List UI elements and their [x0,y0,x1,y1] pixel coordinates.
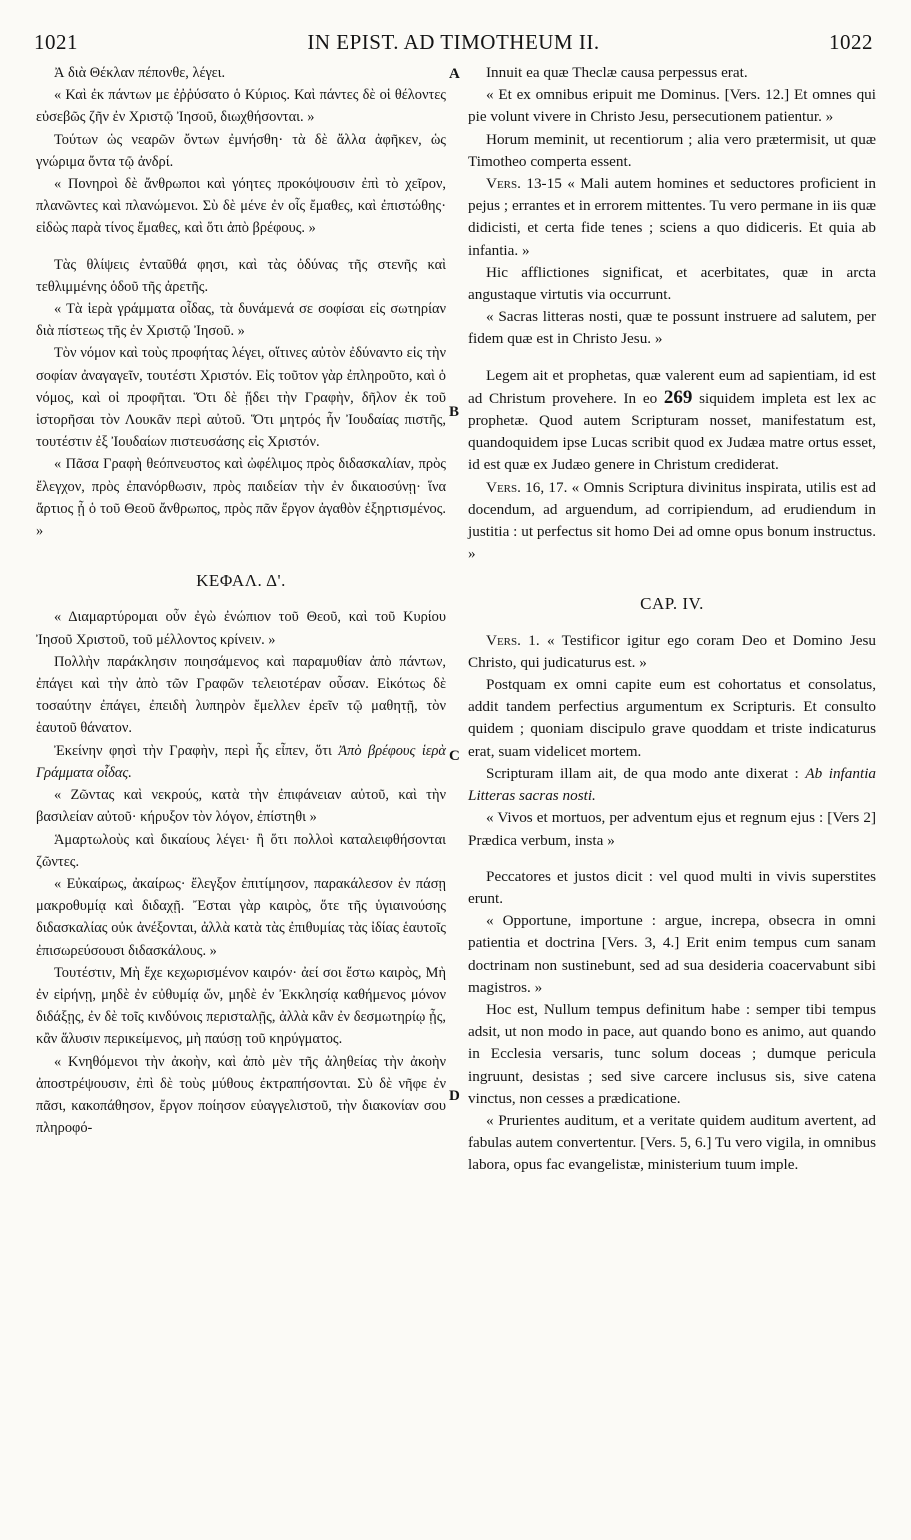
latin-column [468,62,876,1177]
latin-text: « Omnis Scriptura divinitus inspirata, utilis est ad docendum, ad arguendum, ad corripiendum, ad erudiendum in justitia : ut perfectus sit homo Dei ad omne opus bonum instructus. » [468,478,876,563]
greek-quote: Ἀπὸ βρέφους ἱερὰ Γράμματα οἶδας. [36,742,446,781]
greek-paragraph: « Πᾶσα Γραφὴ θεόπνευστος καὶ ὠφέλιμος πρὸς διδασκαλίαν, πρὸς ἔλεγχον, πρὸς ἐπανόρθωσιν, πρὸς παιδείαν τὴν ἐν δικαιοσύνῃ· ἵνα ἄρτιος ᾖ ὁ τοῦ Θεοῦ ἄνθρωπος, πρὸς πᾶν ἔργον ἀγαθὸν ἐξηρτισμένος. » [36,456,446,540]
running-header [34,30,873,60]
greek-paragraph: Τουτέστιν, Μὴ ἔχε κεχωρισμένον καιρόν· ἀεί σοι ἔστω καιρὸς, Μὴ ἐν εἰρήνῃ, μηδὲ ἐν εὐθυμίᾳ ὤν, μηδὲ ἐν Ἐκκλησίᾳ καθήμενος μόνον διδάξῃς, ἐν δὲ τοῖς κινδύνοις περισταλῇς, ἀλλὰ κἂν ἐν δεσμωτηρίῳ ᾖς, κἂν ἅλυσιν περικείμενος, μὴ παύσῃ τοῦ κηρύγματος. [36,964,446,1048]
greek-paragraph [36,740,446,784]
latin-paragraph: « Vivos et mortuos, per adventum ejus et regnum ejus : [Vers 2] Prædica verbum, insta » [468,809,876,849]
latin-text: Legem ait et prophetas, quæ valerent eum ad sapientiam, id est ad Christum provehere. In eo [468,366,876,407]
latin-paragraph: Innuit ea quæ Theclæ causa perpessus erat. [486,64,748,81]
greek-paragraph: « Εὐκαίρως, ἀκαίρως· ἔλεγξον ἐπιτίμησον, παρακάλεσον ἐν πάσῃ μακροθυμίᾳ καὶ διδαχῇ. Ἔσται γὰρ καιρὸς, ὅτε τῆς ὑγιαινούσης διδασκαλίας οὐκ ἀνέξονται, ἀλλὰ κατὰ τὰς ἐπιθυμίας τὰς ἰδίας ἑαυτοῖς ἐπισωρεύσουσι διδασκάλους. » [36,875,446,959]
left-page-number: 1021 [34,30,78,54]
greek-paragraph: Τούτων ὡς νεαρῶν ὄντων ἐμνήσθη· τὰ δὲ ἄλλα ἀφῆκεν, ὡς γνώριμα ὄντα τῷ ἀνδρί. [36,131,446,170]
latin-chapter-heading: CAP. IV. [640,594,704,614]
greek-paragraph: « Κνηθόμενοι τὴν ἀκοὴν, καὶ ἀπὸ μὲν τῆς ἀληθείας τὴν ἀκοὴν ἀποστρέψουσιν, ἐπὶ δὲ τοὺς μύθους ἐκτραπήσονται. Σὺ δὲ νῆφε ἐν πᾶσι, κακοπάθησον, ἔργον ποίησον εὐαγγελιστοῦ, τὴν διακονίαν σου πληροφό- [36,1053,446,1137]
latin-quote: Ab infantia Litteras sacras nosti. [468,764,877,805]
latin-paragraph [468,630,876,674]
margin-marker-c: C [449,748,460,764]
latin-text: « Testificor igitur ego coram Deo et Domino Jesu Christo, qui judicaturus est. » [468,631,876,671]
latin-text: Scripturam illam ait, de qua modo ante dixerat : [486,764,806,782]
margin-marker-a: A [449,66,460,82]
latin-paragraph: Peccatores et justos dicit : vel quod multi in vivis superstites erunt. [468,867,876,907]
greek-paragraph: Τὸν νόμον καὶ τοὺς προφήτας λέγει, οἵτινες αὐτὸν ἐδύναντο εἰς τὴν σοφίαν ἀναγαγεῖν, τουτέστι Χριστόν. Εἰς τοῦτον γὰρ ἐπληροῦτο, καὶ ὁ νόμος, καὶ οἱ προφῆται. Ὅτι δὲ ᾔδει τὴν Γραφὴν, δῆλον ἐκ τοῦ ἱστορῆσαι τὸν Λουκᾶν περὶ αὐτοῦ. Ὅτι μητρός ἦν Ἰουδαίας πιστῆς, τουτέστιν ἐξ Ἰουδαίων πιστευσάσης εἰς Χριστόν. [36,345,446,451]
verse-ref: Vers. 16, 17. [486,478,568,496]
latin-paragraph: Postquam ex omni capite eum est cohortatus et consolatus, addit tandem perfectius argumentum ex Scripturis. Et consulto quidem ; quoniam discipulo grave quoddam et triste indicaturus erat, suam videlicet mortem. [468,676,876,760]
greek-paragraph: Πολλὴν παράκλησιν ποιησάμενος καὶ παραμυθίαν ἀπὸ πάντων, ἐπάγει καὶ τὴν ἀπὸ τῶν Γραφῶν τελειοτέραν οὖσαν. Εἰκότως δὲ τοσαύτην ἐπάγει, ἐπειδὴ λυπηρὸν ἔμελλεν ἐρεῖν τῷ μαθητῇ, τὸν ἑαυτοῦ θάνατον. [36,653,446,737]
greek-chapter-heading: ΚΕΦΑΛ. Δ'. [196,571,286,591]
greek-paragraph: Τὰς θλίψεις ἐνταῦθά φησι, καὶ τὰς ὀδύνας τῆς στενῆς καὶ τεθλιμμένης ὁδοῦ τῆς ἀρετῆς. [36,256,446,295]
latin-paragraph: « Prurientes auditum, et a veritate quidem auditum avertent, ad fabulas autem convertentur. [Vers. 5, 6.] Tu vero vigila, in omnibus labora, opus fac evangelistæ, ministerium tuum imple. [468,1111,876,1174]
greek-paragraph: « Καὶ ἐκ πάντων με ἐῤῥύσατο ὁ Κύριος. Καὶ πάντες δὲ οἱ θέλοντες εὐσεβῶς ζῆν ἐν Χριστῷ Ἰησοῦ, διωχθήσονται. » [36,87,446,126]
latin-paragraph [468,173,876,262]
running-title: IN EPIST. AD TIMOTHEUM II. [307,30,600,54]
latin-paragraph [468,365,876,477]
latin-paragraph [468,763,876,807]
latin-paragraph: « Et ex omnibus eripuit me Dominus. [Vers. 12.] Et omnes qui pie volunt vivere in Christo Jesu, persecutionem patientur. » [468,86,876,126]
greek-column [36,62,446,1139]
greek-paragraph: Ἁμαρτωλοὺς καὶ δικαίους λέγει· ἢ ὅτι πολλοὶ καταλειφθήσονται ζῶντες. [36,831,446,870]
latin-paragraph: Hic afflictiones significat, et acerbitates, quæ in arcta angustaque virtutis via occurrunt. [468,263,876,304]
greek-paragraph: « Τὰ ἱερὰ γράμματα οἶδας, τὰ δυνάμενά σε σοφίσαι εἰς σωτηρίαν διὰ πίστεως τῆς ἐν Χριστῷ Ἰησοῦ. » [36,301,446,340]
latin-paragraph: Horum meminit, ut recentiorum ; alia vero prætermisit, ut quæ Timotheo comperta essent. [468,130,876,170]
latin-text: siquidem impleta est lex ac prophetæ. Quod autem Scripturam nosset, manifestatum est, quandoquidem ipse Lucas scribit quod ex Judæa matre ortus esset, id est quæ ex Judæo genere in Christum crediderat. [468,389,877,474]
latin-paragraph: « Opportune, importune : argue, increpa, obsecra in omni patientia et doctrina [Vers. 3, 4.] Erit enim tempus cum sanam doctrinam non sustinebunt, sed ad sua desideria coacervabunt sibi magistros. » [468,912,876,996]
right-page-number: 1022 [829,30,873,54]
verse-ref: Vers. 1. [486,631,540,649]
margin-marker-b: B [449,404,460,420]
greek-paragraph: « Διαμαρτύρομαι οὖν ἐγὼ ἐνώπιον τοῦ Θεοῦ, καὶ τοῦ Κυρίου Ἰησοῦ Χριστοῦ, τοῦ μέλλοντος κρίνειν. » [36,609,446,648]
column-number: 269 [663,386,693,408]
latin-paragraph [468,477,876,566]
greek-paragraph: « Ζῶντας καὶ νεκρούς, κατὰ τὴν ἐπιφάνειαν αὐτοῦ, καὶ τὴν βασιλείαν αὐτοῦ· κήρυξον τὸν λόγον, ἐπίστηθι » [36,787,446,826]
greek-text: Ἐκείνην φησὶ τὴν Γραφὴν, περὶ ἧς εἶπεν, ὅτι [54,742,339,759]
latin-paragraph: Hoc est, Nullum tempus definitum habe : semper tibi tempus adsit, ut non modo in pace, aut quando bono es animo, aut quando in Ecclesia versaris, tunc solum doceas ; dumque pericula ingruunt, desistas ; sed sive carcere inclusus sis, sive catena vinctus, non cesses a prædicatione. [468,1000,876,1107]
greek-paragraph: « Πονηροὶ δὲ ἄνθρωποι καὶ γόητες προκόψουσιν ἐπὶ τὸ χεῖρον, πλανῶντες καὶ πλανώμενοι. Σὺ δὲ μένε ἐν οἷς ἔμαθες, καὶ ἐπιστώθης· εἰδὼς παρὰ τίνος ἔμαθες, καὶ ὅτι ἀπὸ βρέφους. » [36,176,446,237]
latin-paragraph: « Sacras litteras nosti, quæ te possunt instruere ad salutem, per fidem quæ est in Christo Jesu. » [468,308,876,348]
greek-paragraph: Ἀ διὰ Θέκλαν πέπονθε, λέγει. [54,65,226,81]
verse-ref: Vers. 13-15 [486,175,562,193]
margin-marker-d: D [449,1088,460,1104]
latin-text: « Mali autem homines et seductores proficient in pejus ; errantes et in errorem mittentes. Tu vero permane in iis quæ didicisti, et certa fide tenes ; sciens a quo didiceris. Et quia ab infantia. » [468,175,877,259]
